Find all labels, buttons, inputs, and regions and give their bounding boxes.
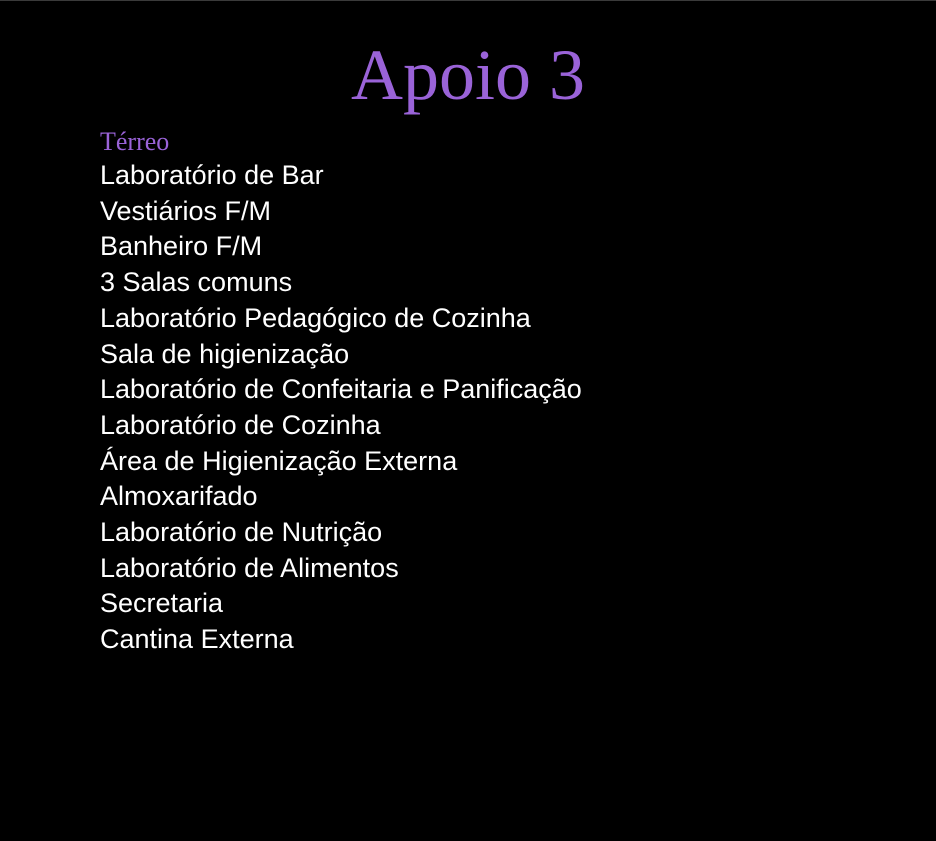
list-item: Laboratório de Bar	[100, 160, 324, 190]
list-item: Laboratório de Alimentos	[100, 552, 399, 583]
list-item: Sala de higienização	[100, 338, 350, 369]
page-title: Apoio 3	[351, 35, 585, 115]
list-item: Laboratório de Confeitaria e Panificação	[100, 374, 582, 405]
list-item: 3 Salas comuns	[100, 267, 293, 298]
list-item: Laboratório Pedagógico de Cozinha	[100, 302, 531, 333]
list-item: Laboratório de Cozinha	[100, 409, 381, 440]
list-item: Laboratório de Nutrição	[100, 517, 383, 548]
list-item: Almoxarifado	[100, 481, 258, 512]
list-item: Área de Higienização Externa	[100, 445, 458, 476]
list-item: Vestiários F/M	[100, 195, 272, 226]
list-item: Banheiro F/M	[100, 231, 263, 262]
room-list	[100, 158, 582, 658]
floor-label: Térreo	[100, 127, 170, 156]
list-item: Secretaria	[100, 588, 224, 619]
list-item: Cantina Externa	[100, 624, 294, 655]
